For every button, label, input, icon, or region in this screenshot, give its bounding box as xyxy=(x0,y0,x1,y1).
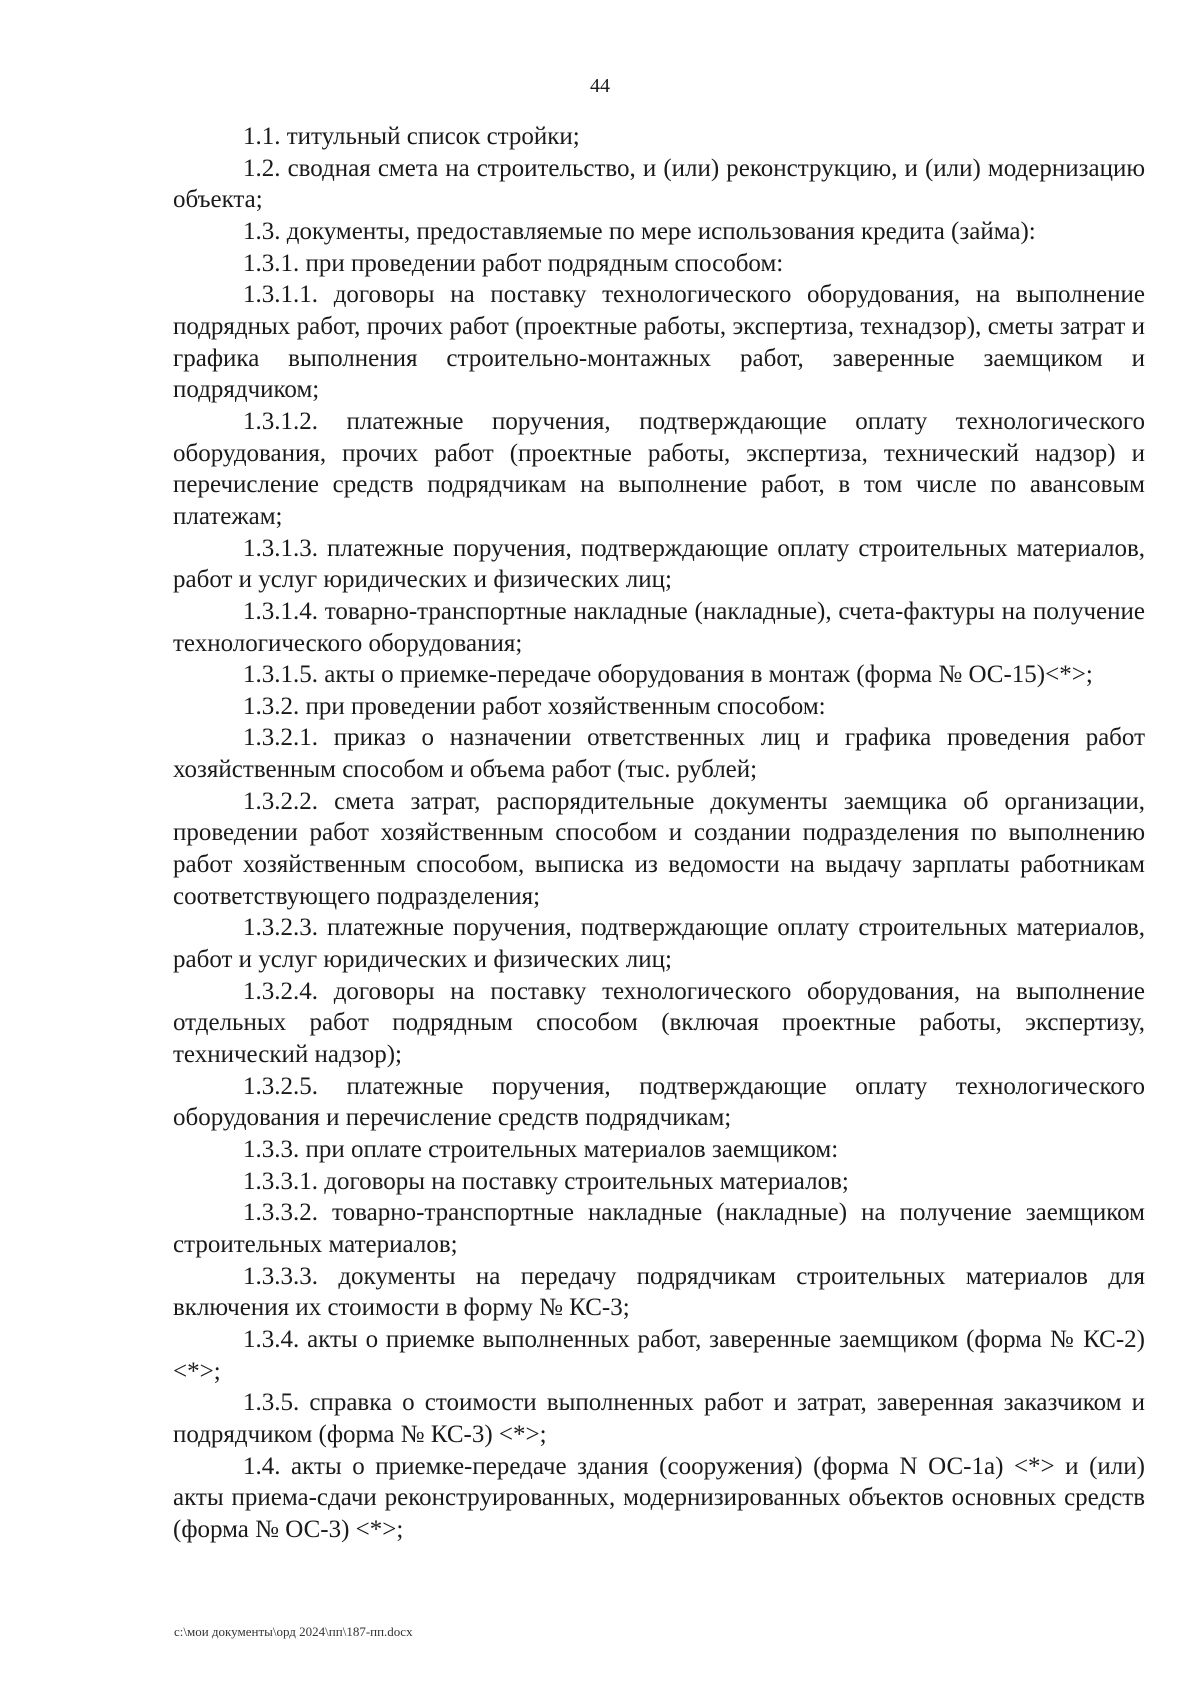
paragraph-1-3-4: 1.3.4. акты о приемке выполненных работ, заверенные заемщиком (форма № КС-2) <*>; xyxy=(173,1325,1145,1385)
paragraph-1-3-1-1: 1.3.1.1. договоры на поставку технологического оборудования, на выполнение подрядных работ, прочих работ (проектные работы, экспертиза, технадзор), сметы затрат и графика выполнения строительно-монтажных работ, заверенные заемщиком и подрядчиком; xyxy=(173,281,1145,404)
page-number: 44 xyxy=(590,75,610,97)
footer-file-path: c:\мои документы\орд 2024\пп\187-пп.docx xyxy=(174,1624,413,1639)
paragraph-1-3: 1.3. документы, предоставляемые по мере использования кредита (займа): xyxy=(243,217,1036,245)
paragraph-1-3-1-3: 1.3.1.3. платежные поручения, подтверждающие оплату строительных материалов, работ и услуг юридических и физических лиц; xyxy=(173,534,1145,594)
paragraph-1-3-5: 1.3.5. справка о стоимости выполненных работ и затрат, заверенная заказчиком и подрядчиком (форма № КС-3) <*>; xyxy=(173,1389,1145,1448)
paragraph-1-3-3-2: 1.3.3.2. товарно-транспортные накладные (накладные) на получение заемщиком строительных материалов; xyxy=(173,1199,1145,1258)
document-body xyxy=(173,121,1145,1546)
paragraph-1-3-2-4: 1.3.2.4. договоры на поставку технологического оборудования, на выполнение отдельных работ подрядным способом (включая проектные работы, экспертизу, технический надзор); xyxy=(173,977,1145,1069)
paragraph-1-3-3-1: 1.3.3.1. договоры на поставку строительных материалов; xyxy=(243,1167,849,1195)
paragraph-1-4: 1.4. акты о приемке-передаче здания (сооружения) (форма N ОС-1а) <*> и (или) акты приема-сдачи реконструированных, модернизированных объектов основных средств (форма № ОС-3) <*>; xyxy=(173,1452,1145,1543)
paragraph-1-3-2-5: 1.3.2.5. платежные поручения, подтверждающие оплату технологического оборудования и перечисление средств подрядчикам; xyxy=(173,1072,1145,1132)
paragraph-1-3-2-3: 1.3.2.3. платежные поручения, подтверждающие оплату строительных материалов, работ и услуг юридических и физических лиц; xyxy=(173,914,1145,974)
paragraph-1-3-1-2: 1.3.1.2. платежные поручения, подтверждающие оплату технологического оборудования, прочих работ (проектные работы, экспертиза, технический надзор) и перечисление средств подрядчикам на выполнение работ, в том числе по авансовым платежам; xyxy=(173,407,1145,530)
paragraph-1-3-2-1: 1.3.2.1. приказ о назначении ответственных лиц и графика проведения работ хозяйственным способом и объема работ (тыс. рублей; xyxy=(173,724,1145,784)
paragraph-1-3-1: 1.3.1. при проведении работ подрядным способом: xyxy=(243,249,784,277)
paragraph-1-3-2-2: 1.3.2.2. смета затрат, распорядительные документы заемщика об организации, проведении работ хозяйственным способом и создании подразделения по выполнению работ хозяйственным способом, выписка из ведомости на выдачу зарплаты работникам соответствующего подразделения; xyxy=(173,787,1145,910)
paragraph-1-3-1-4: 1.3.1.4. товарно-транспортные накладные (накладные), счета-фактуры на получение технологического оборудования; xyxy=(173,597,1145,657)
paragraph-1-3-3-3: 1.3.3.3. документы на передачу подрядчикам строительных материалов для включения их стоимости в форму № КС-3; xyxy=(173,1262,1145,1322)
paragraph-1-3-2: 1.3.2. при проведении работ хозяйственным способом: xyxy=(243,692,826,720)
paragraph-1-2: 1.2. сводная смета на строительство, и (или) реконструкцию, и (или) модернизацию объекта; xyxy=(173,154,1145,214)
paragraph-1-3-1-5: 1.3.1.5. акты о приемке-передаче оборудования в монтаж (форма № ОС-15)<*>; xyxy=(243,661,1093,689)
paragraph-1-1: 1.1. титульный список стройки; xyxy=(243,123,580,150)
paragraph-1-3-3: 1.3.3. при оплате строительных материалов заемщиком: xyxy=(243,1136,839,1163)
